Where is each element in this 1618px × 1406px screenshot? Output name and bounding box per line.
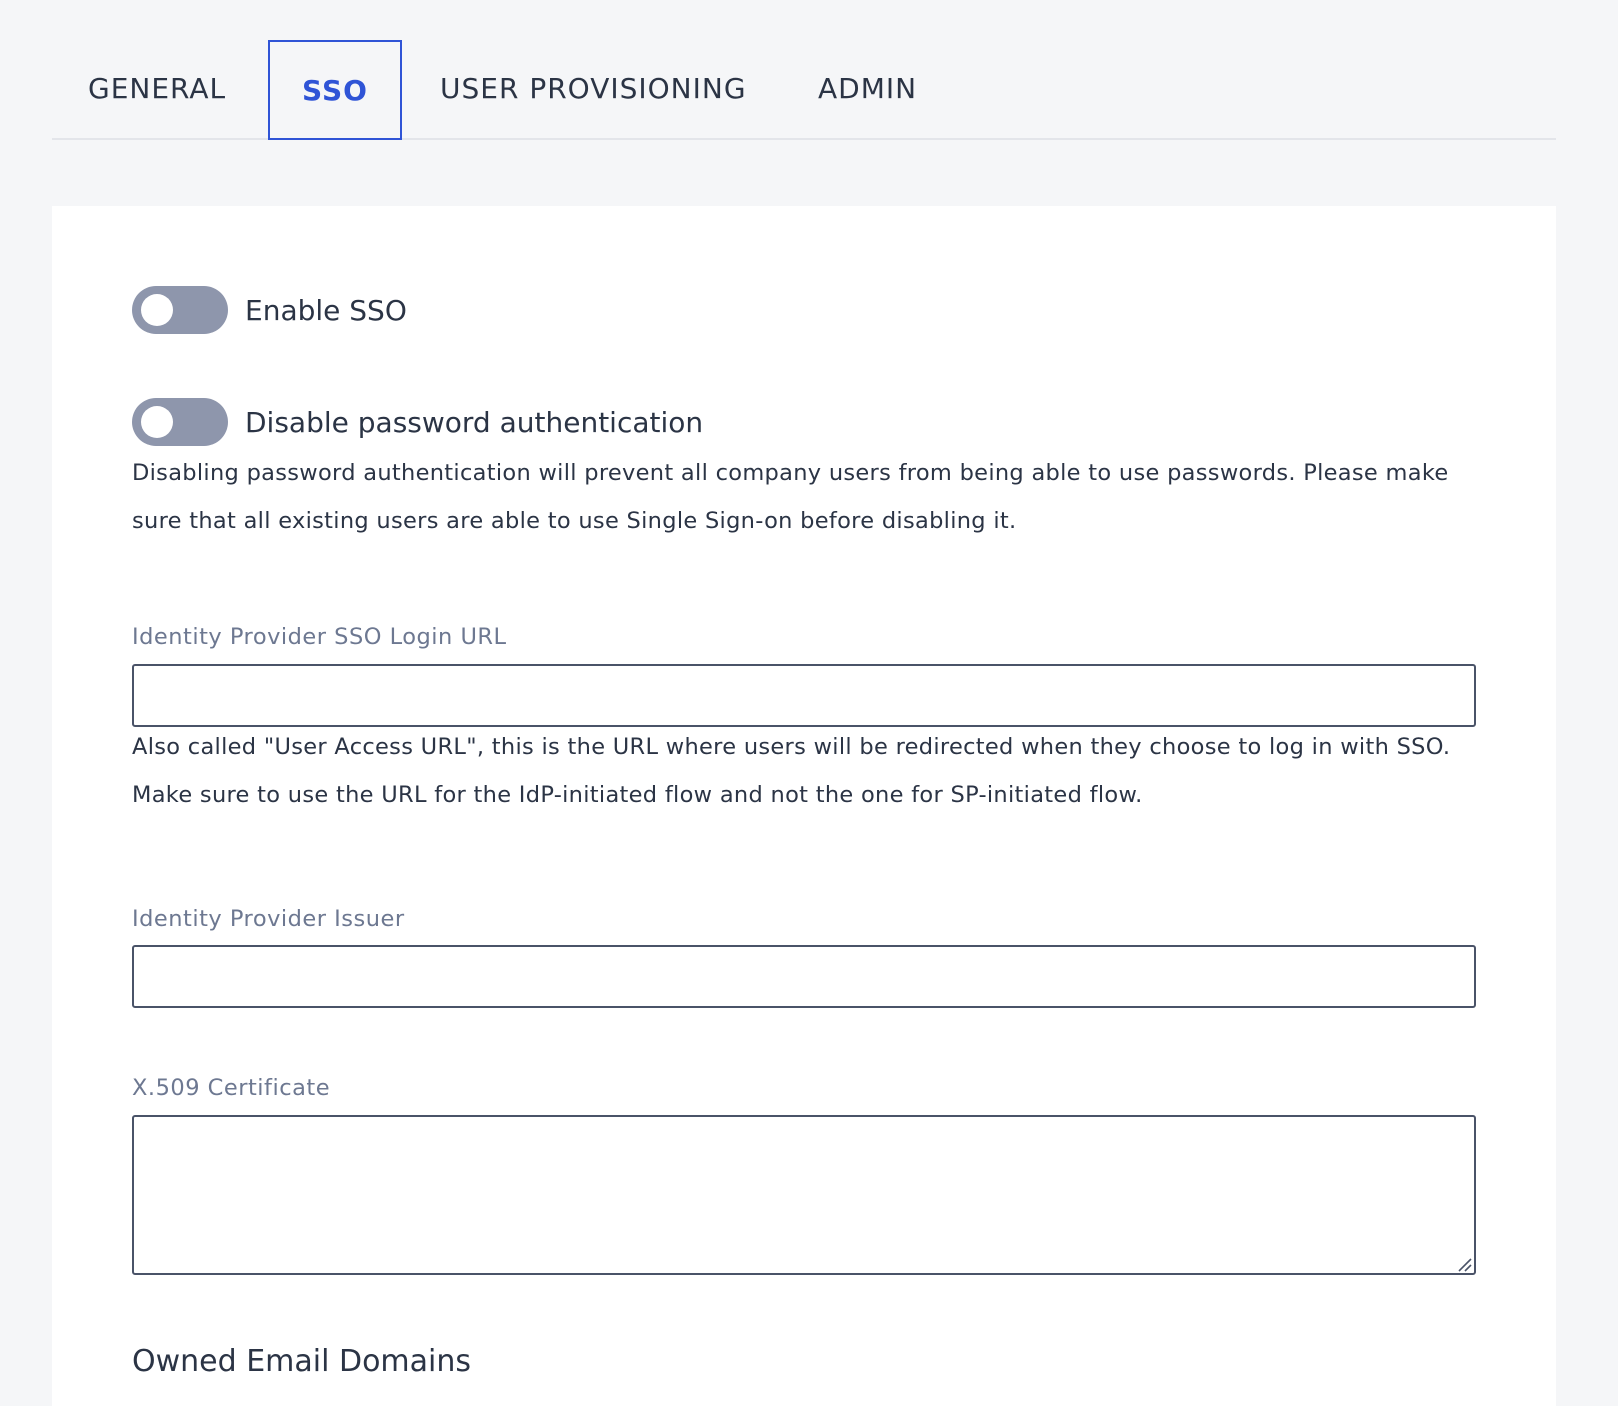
disable-password-help-text: Disabling password authentication will prevent all company users from being able to use passwords. Please make sure that all existing users are able to use Single Sign-on before disabling it.	[132, 460, 1449, 534]
issuer-input[interactable]	[132, 945, 1476, 1008]
tab-user-provisioning[interactable]: USER PROVISIONING	[440, 72, 747, 105]
enable-sso-toggle[interactable]	[132, 286, 228, 334]
tab-general[interactable]: GENERAL	[88, 72, 227, 105]
tab-admin[interactable]: ADMIN	[818, 72, 918, 105]
certificate-label: X.509 Certificate	[132, 1075, 331, 1101]
toggle-knob	[141, 406, 173, 438]
owned-email-domains-heading: Owned Email Domains	[132, 1344, 472, 1379]
login-url-input[interactable]	[132, 664, 1476, 727]
login-url-help-text: Also called "User Access URL", this is the URL where users will be redirected when they choose to log in with SSO. Make sure to use the URL for the IdP-initiated flow and not the one for SP-initiated flow.	[132, 734, 1451, 808]
tab-sso[interactable]: SSO	[268, 40, 402, 140]
enable-sso-row	[132, 286, 407, 334]
toggle-knob	[141, 294, 173, 326]
resize-grip-icon[interactable]	[1456, 1256, 1472, 1272]
disable-password-label: Disable password authentication	[245, 405, 704, 439]
enable-sso-label: Enable SSO	[245, 293, 407, 327]
issuer-label: Identity Provider Issuer	[132, 906, 405, 932]
sso-settings-card	[52, 206, 1556, 1406]
disable-password-row	[132, 398, 703, 446]
disable-password-toggle[interactable]	[132, 398, 228, 446]
settings-tab-bar	[52, 40, 1556, 140]
certificate-textarea[interactable]	[132, 1115, 1476, 1275]
login-url-label: Identity Provider SSO Login URL	[132, 624, 507, 650]
